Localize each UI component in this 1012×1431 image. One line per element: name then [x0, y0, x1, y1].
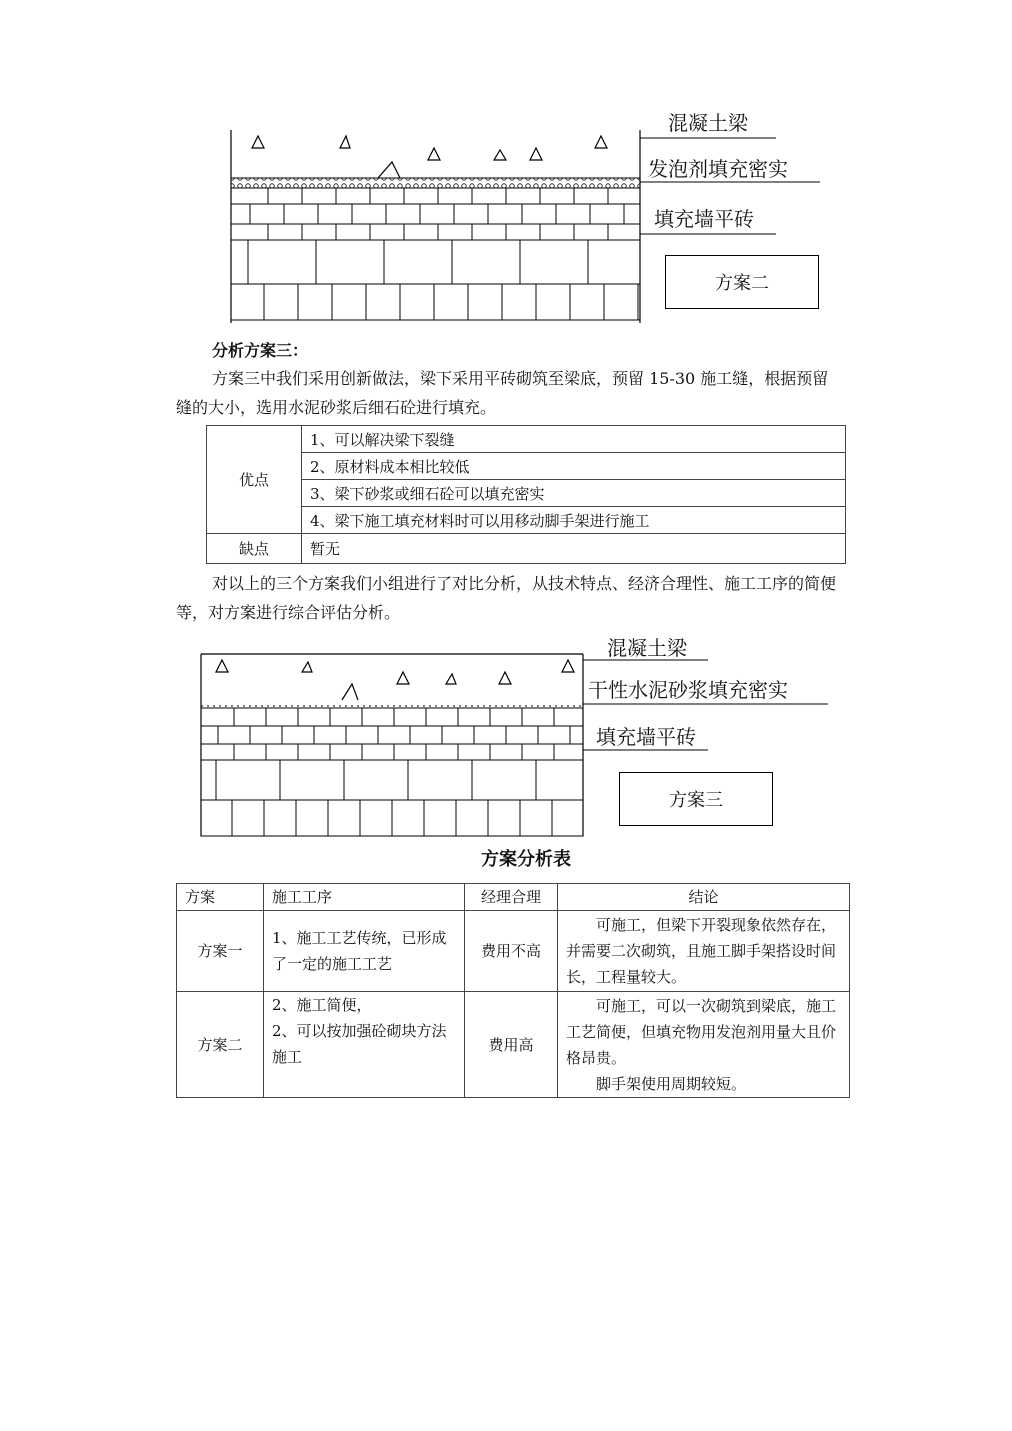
- pro-item: 1、可以解决梁下裂缝: [302, 426, 846, 453]
- pros-label: 优点: [207, 426, 302, 534]
- brick-label: 填充墙平砖: [654, 207, 754, 231]
- concrete-beam: [231, 130, 640, 323]
- analysis-three-text: 方案三中我们采用创新做法，梁下采用平砖砌筑至梁底，预留 15-30 施工缝，根据预留缝的大小，选用水泥砂浆后细石砼进行填充。: [176, 369, 829, 417]
- header-conclusion: 结论: [558, 884, 850, 911]
- table-row: [177, 992, 850, 1098]
- plan-cell: 方案二: [177, 992, 264, 1098]
- foam-filler-layer: [231, 178, 640, 188]
- analysis-three-heading: 分析方案三：: [212, 341, 309, 360]
- conclusion-cell: [558, 911, 850, 992]
- brick-label: 填充墙平砖: [596, 725, 696, 749]
- process-cell: [264, 992, 465, 1098]
- pro-item: 3、梁下砂浆或细石砼可以填充密实: [302, 480, 846, 507]
- brick-wall: [201, 708, 583, 836]
- conclusion-text: 脚手架使用周期较短。: [596, 1074, 747, 1093]
- header-plan: 方案: [177, 884, 264, 911]
- plan-cell: 方案一: [177, 911, 264, 992]
- brick-wall: [231, 188, 640, 320]
- header-cost: 经理合理: [465, 884, 558, 911]
- pros-cons-table: [206, 425, 846, 564]
- pro-item: 4、梁下施工填充材料时可以用移动脚手架进行施工: [302, 507, 846, 534]
- filler-label: 干性水泥砂浆填充密实: [588, 678, 788, 702]
- plan-two-box: 方案二: [665, 255, 819, 309]
- conclusion-text: 可施工，但梁下开裂现象依然存在，并需要二次砌筑，且施工脚手架搭设时间长，工程量较大。: [566, 916, 837, 986]
- cost-cell: 费用不高: [465, 911, 558, 992]
- analysis-table: [176, 883, 850, 1098]
- plan-three-box: 方案三: [619, 772, 773, 826]
- cost-cell: 费用高: [465, 992, 558, 1098]
- conclusion-text: 可施工，可以一次砌筑到梁底，施工工艺简便，但填充物用发泡剂用量大且价格昂贵。: [566, 996, 837, 1067]
- header-process: 施工工序: [264, 884, 465, 911]
- pro-item: 2、原材料成本相比较低: [302, 453, 846, 480]
- process-line: 2、可以按加强砼砌块方法施工: [272, 1022, 447, 1066]
- process-line: 2、施工简便，: [272, 996, 372, 1014]
- analysis-table-title: 方案分析表: [481, 849, 571, 870]
- process-cell: 1、施工工艺传统，已形成了一定的施工工艺: [264, 911, 465, 992]
- filler-label: 发泡剂填充密实: [648, 157, 788, 181]
- beam-label: 混凝土梁: [607, 636, 687, 660]
- compare-text: 对以上的三个方案我们小组进行了对比分析，从技术特点、经济合理性、施工工序的简便等，对方案进行综合评估分析。: [176, 574, 837, 622]
- cons-label: 缺点: [207, 534, 302, 564]
- conclusion-cell: [558, 992, 850, 1098]
- cons-value: 暂无: [302, 534, 846, 564]
- table-row: [177, 911, 850, 992]
- beam-label: 混凝土梁: [668, 111, 748, 135]
